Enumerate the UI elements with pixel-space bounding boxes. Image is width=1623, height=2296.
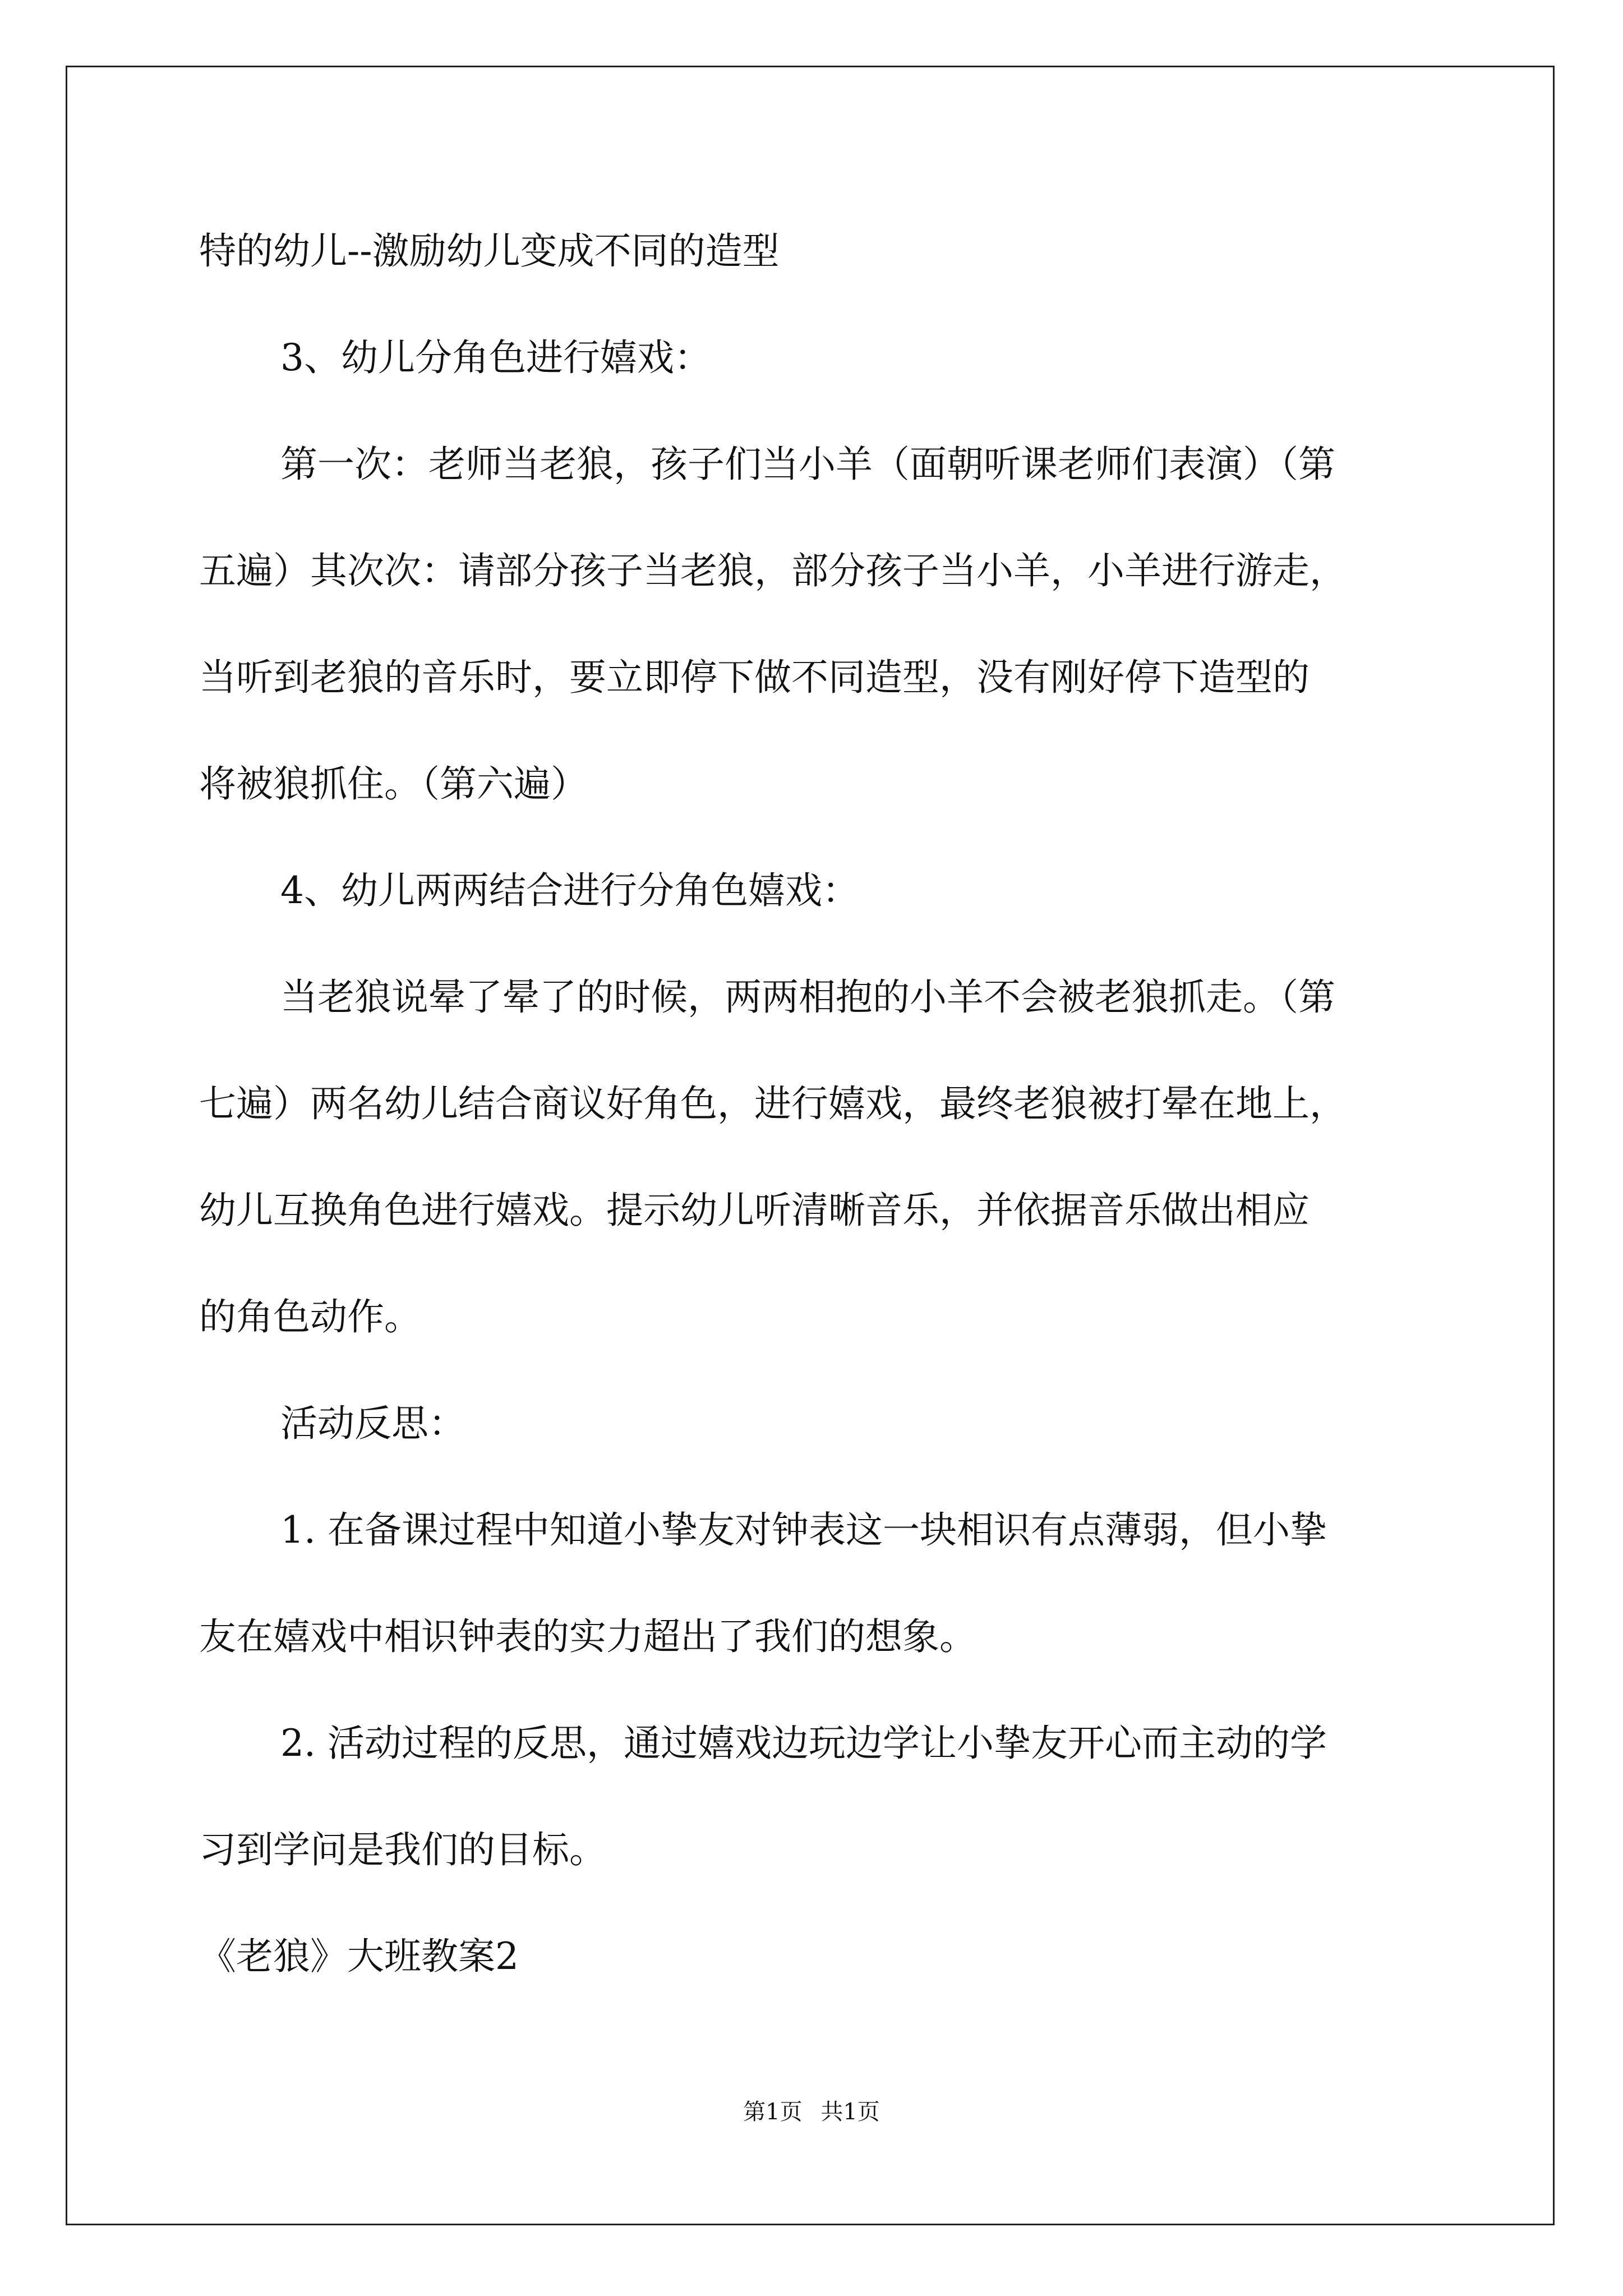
text-line-13: 1. 在备课过程中知道小挚友对钟表这一块相识有点薄弱，但小挚 xyxy=(280,1508,1327,1552)
text-line-5: 当听到老狼的音乐时，要立即停下做不同造型，没有刚好停下造型的 xyxy=(199,656,1310,699)
text-line-11: 的角色动作。 xyxy=(199,1295,421,1338)
page-total: 共1页 xyxy=(820,2099,880,2125)
text-line-9: 七遍）两名幼儿结合商议好角色，进行嬉戏，最终老狼被打晕在地上， xyxy=(199,1082,1347,1125)
text-line-15: 2. 活动过程的反思，通过嬉戏边玩边学让小挚友开心而主动的学 xyxy=(280,1722,1327,1765)
text-line-6: 将被狼抓住。（第六遍） xyxy=(199,762,588,806)
page-footer xyxy=(0,2101,1623,2123)
text-line-2: 3、幼儿分角色进行嬉戏： xyxy=(280,336,711,379)
text-line-1: 特的幼儿--激励幼儿变成不同的造型 xyxy=(199,229,780,273)
text-line-3: 第一次：老师当老狼，孩子们当小羊（面朝听课老师们表演）（第 xyxy=(280,443,1335,486)
text-line-14: 友在嬉戏中相识钟表的实力超出了我们的想象。 xyxy=(199,1615,976,1658)
text-line-12: 活动反思： xyxy=(280,1402,465,1445)
section-heading: 《老狼》大班教案2 xyxy=(199,1935,519,1978)
text-line-8: 当老狼说晕了晕了的时候，两两相抱的小羊不会被老狼抓走。（第 xyxy=(280,976,1335,1019)
text-line-16: 习到学问是我们的目标。 xyxy=(199,1828,606,1871)
page-border xyxy=(66,66,1555,2225)
text-line-7: 4、幼儿两两结合进行分角色嬉戏： xyxy=(280,869,859,912)
page-number: 第1页 xyxy=(743,2099,803,2125)
text-line-10: 幼儿互换角色进行嬉戏。提示幼儿听清晰音乐，并依据音乐做出相应 xyxy=(199,1189,1310,1232)
text-line-4: 五遍）其次次：请部分孩子当老狼，部分孩子当小羊，小羊进行游走， xyxy=(199,549,1347,592)
